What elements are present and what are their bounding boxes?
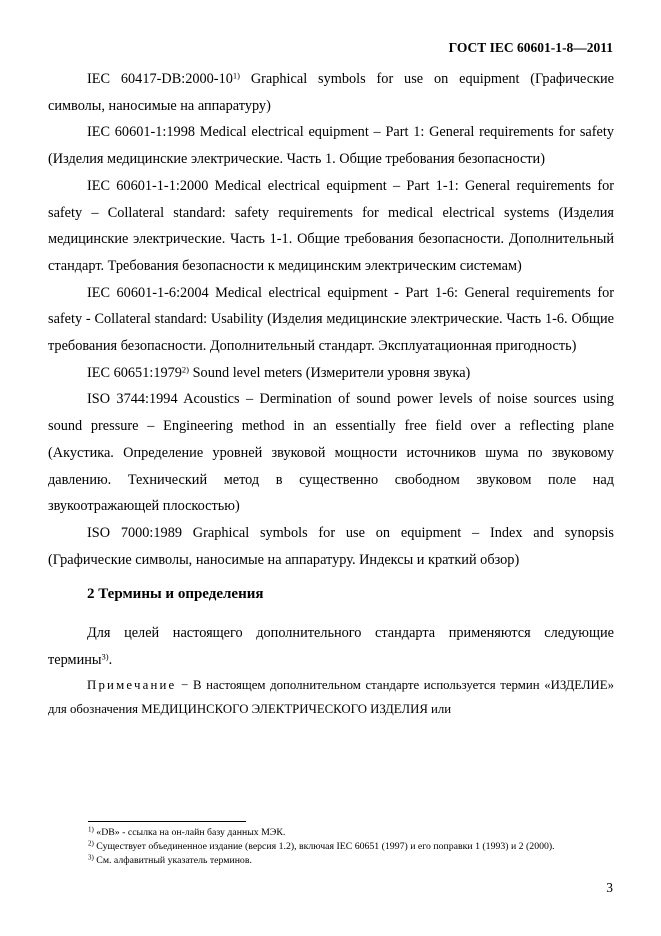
footnote bbox=[88, 826, 628, 840]
reference-entry bbox=[48, 66, 614, 119]
body-text bbox=[48, 66, 614, 721]
footnote-ref: 2) bbox=[181, 364, 190, 375]
reference-text: Medical electrical equipment – Part 1: General requirements for safety (Изделия медицинские электрические. Часть 1. Общие требования безопасности) bbox=[48, 124, 614, 168]
footnote-separator bbox=[88, 821, 246, 822]
footnote-mark: 3) bbox=[88, 853, 94, 862]
reference-id: ISO 3744:1994 bbox=[87, 391, 178, 408]
note-paragraph bbox=[48, 673, 614, 721]
reference-id: IEC 60601-1:1998 bbox=[87, 124, 195, 141]
reference-entry bbox=[48, 520, 614, 573]
footnote bbox=[88, 840, 628, 854]
reference-text: Medical electrical equipment - Part 1-6: General requirements for safety - Collateral standard: Usability (Изделия медицинские электрические. Часть 1-6. Общие требования безопасности. Дополнительный стандарт. Эксплуатационная пригодность) bbox=[48, 284, 615, 355]
reference-text: Sound level meters (Измерители уровня звука) bbox=[189, 364, 471, 381]
reference-text: Acoustics – Dermination of sound power levels of noise sources using sound pressure – Engineering method in an essentially free field over a reflecting plane (Акустика. Определение уровней звуковой мощности источников шума по звуковому давлению. Технический метод в существенно свободном звуковом поле над звукоотражающей плоскостью) bbox=[48, 391, 614, 515]
intro-end: . bbox=[108, 651, 113, 668]
intro-text: Для целей настоящего дополнительного стандарта применяются следующие термины bbox=[48, 625, 614, 668]
footnote-mark: 1) bbox=[88, 825, 94, 834]
page-number: 3 bbox=[606, 880, 613, 895]
reference-entry bbox=[48, 386, 614, 520]
reference-id: IEC 60601-1-6:2004 bbox=[87, 284, 209, 301]
note-text: − В настоящем дополнительном стандарте используется термин «ИЗДЕЛИЕ» для обозначения МЕДИЦИНСКОГО ЭЛЕКТРИЧЕСКОГО ИЗДЕЛИЯ или bbox=[48, 678, 614, 717]
footnote-ref: 3) bbox=[101, 651, 109, 662]
reference-id: ISO 7000:1989 bbox=[87, 524, 182, 541]
footnote-text: См. алфавитный указатель терминов. bbox=[93, 855, 252, 866]
footnotes bbox=[88, 826, 628, 868]
reference-id: IEC 60601-1-1:2000 bbox=[87, 177, 209, 194]
section-heading: 2 Термины и определения bbox=[87, 586, 264, 603]
section-intro bbox=[48, 620, 614, 673]
footnote-text: Существует объединенное издание (версия 1.2), включая IEC 60651 (1997) и его поправки 1 (1993) и 2 (2000). bbox=[93, 841, 555, 852]
footnote bbox=[88, 854, 628, 868]
footnote-text: «DB» - ссылка на он-лайн базу данных МЭК. bbox=[93, 827, 286, 838]
footnote-mark: 2) bbox=[88, 839, 94, 848]
reference-entry bbox=[48, 360, 614, 387]
reference-id: IEC 60417-DB:2000-10 bbox=[87, 71, 233, 87]
reference-text: Graphical symbols for use on equipment – Index and synopsis (Графические символы, наносимые на аппаратуру. Индексы и краткий обзор) bbox=[48, 524, 614, 568]
note-label: Примечание bbox=[87, 678, 177, 693]
reference-entry bbox=[48, 173, 614, 280]
reference-entry bbox=[48, 280, 614, 360]
footnote-ref: 1) bbox=[232, 70, 240, 81]
reference-text: Graphical symbols for use on equipment (Графические символы, наносимые на аппаратуру) bbox=[48, 71, 615, 114]
reference-entry bbox=[48, 119, 614, 172]
document-header: ГОСТ IEC 60601-1-8—2011 bbox=[448, 40, 613, 55]
reference-id: IEC 60651:1979 bbox=[87, 364, 182, 381]
reference-text: Medical electrical equipment – Part 1-1: General requirements for safety – Collateral standard: safety requirements for medical electrical systems (Изделия медицинские электрические. Часть 1-1. Общие требования безопасности. Дополнительный стандарт. Требования безопасности к медицинским электрическим системам) bbox=[48, 177, 615, 274]
